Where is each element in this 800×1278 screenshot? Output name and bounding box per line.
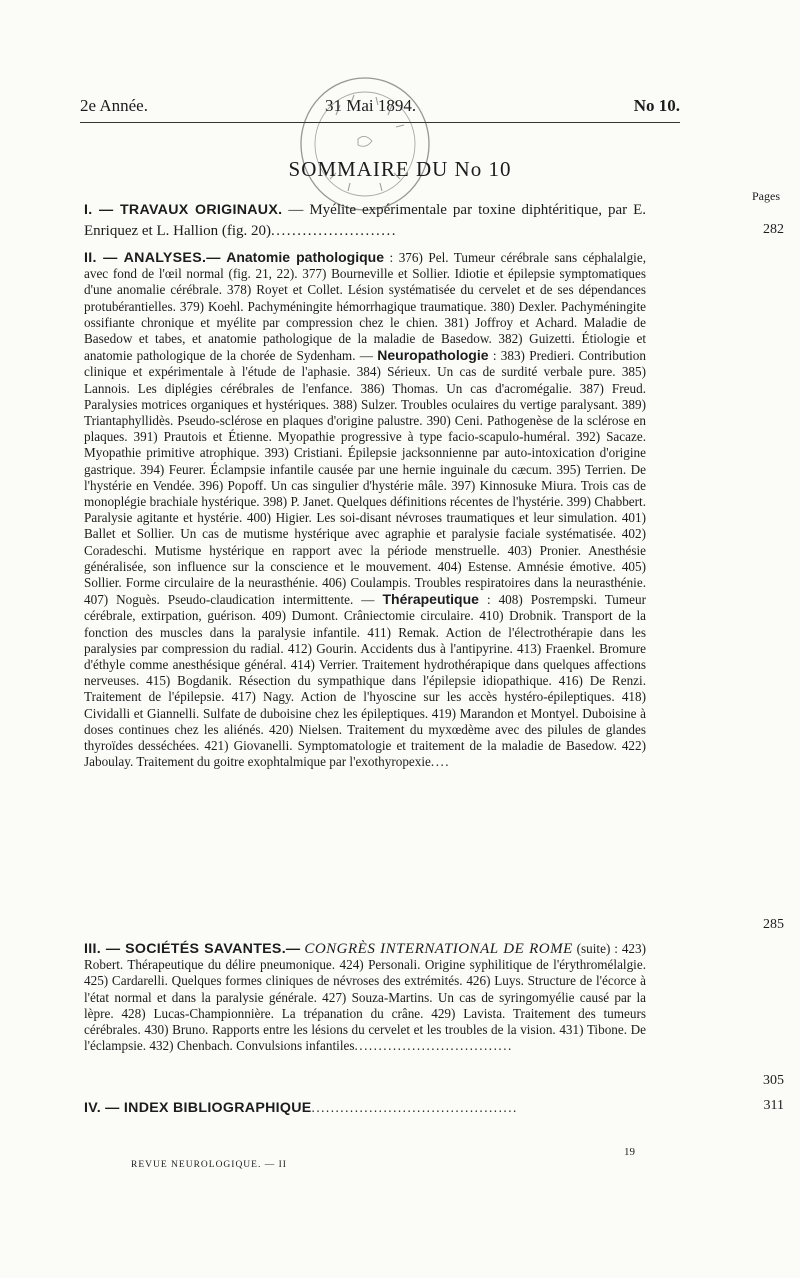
section-travaux-originaux [84, 200, 646, 242]
section-heading: III. — SOCIÉTÉS SAVANTES.— [84, 941, 301, 957]
pages-label: Pages [752, 189, 780, 203]
subheading-therapeutique: Thérapeutique [382, 591, 479, 608]
section-text: (suite) : 423) Robert. Thérapeutique du délire pneumonique. 424) Personali. Origine syphilitique de l'érythromélalgie. 425) Cardarelli. Quelques formes cliniques de névroses des extrémités. 426) Luys. Structure de l'écorce à l'état normal et dans la paralysie générale. 427) Souza-Martins. Un cas de syringomyélie causé par la lèpre. 428) Lucas-Championnière. La trépanation du crâne. 429) Lavista. Traitement des tumeurs cérébrales. 430) Bruno. Rapports entre les lésions du cervelet et les troubles de la vision. 431) Tibone. De l'éclampsie. 432) Chenbach. Convulsions infantiles [84, 941, 646, 1054]
section-heading: I. — TRAVAUX ORIGINAUX. [84, 202, 283, 218]
section-text: : 376) Pel. Tumeur cérébrale sans céphalalgie, avec fond de l'œil normal (fig. 21, 22). 377) Bourneville et Sollier. Idiotie et épilepsie symptomatiques d'une anomalie cérébrale. 378) Royet et Collet. Lésion systématisée du cervelet et de ses dépendances protubérantielles. 379) Koehl. Pachyméningite hémorrhagique traumatique. 380) Dexler. Pachyméningite ossifiante chronique et myélite par compression chez le chien. 381) Joffroy et Achard. Maladie de Basedow et tabes, et anatomie pathologique de la maladie de Basedow. 382) Guizetti. Étiologie et anatomie pathologique de la chorée de Sydenham. — [84, 250, 646, 364]
leader-dots: .... [430, 754, 451, 770]
section-societes-savantes [84, 941, 646, 1054]
header-date: 31 Mai 1894. [325, 96, 417, 115]
page-number-analyses: 285 [763, 917, 784, 932]
section-text: — Myélite expérimentale par toxine diphtéritique, par E. Enriquez et L. Hallion (fig. 20) [84, 202, 647, 239]
section-text: : 383) Predieri. Contribution clinique et expérimentale à l'étude de l'aphasie. 384) Sérieux. Un cas de surdité verbale pure. 385) Lannois. Les diplégies cérébrales de l'enfance. 386) Thomas. Un cas d'acromégalie. 387) Freud. Paralysies motrices organiques et hystériques. 388) Sulzer. Troubles oculaires du vertige paralysant. 389) Triantaphyllidès. Pseudo-sclérose en plaques d'origine palustre. 390) Ceni. Pathogenèse de la sclérose en plaques. 391) Prautois et Étienne. Myopathie progressive à type facio-scapulo-huméral. 392) Sacaze. Myopathie primitive atrophique. 393) Cristiani. Épilepsie jacksonnienne par auto-intoxication d'origine gastrique. 394) Feurer. Éclampsie infantile causée par une hernie inguinale du cæcum. 395) Terrien. De l'hystérie en Vendée. 396) Popoff. Un cas singulier d'hystérie mâle. 397) Kinnosuke Miura. Trois cas de monoplégie brachiale hystérique. 398) P. Janet. Quelques définitions récentes de l'hystérie. 399) Chabbert. Paralysie agitante et hystérie. 400) Higier. Les soi-disant névroses traumatiques et leur simulation. 401) Ballet et Sollier. Un cas de mutisme hystérique avec agraphie et paralysie faciale systématisée. 402) Coradeschi. Mutisme hystérique en rapport avec la période menstruelle. 403) Pronier. Anesthésie généralisée, son influence sur la conscience et le mouvement. 404) Estense. Amnésie émotive. 405) Sollier. Forme circulaire de la neurasthénie. 406) Coulampis. Troubles respiratoires dans la neurasthénie. 407) Noguès. Pseudo-claudication intermittente. — [84, 348, 646, 608]
page-number-originaux: 282 [763, 222, 784, 237]
header-issue: No 10. [633, 96, 680, 115]
subheading-anatomie: Anatomie pathologique [226, 249, 384, 265]
library-stamp-icon [296, 75, 434, 213]
section-heading: IV. — INDEX BIBLIOGRAPHIQUE [84, 1100, 312, 1116]
leader-dots: ........................................... [311, 1100, 518, 1115]
section-index [84, 1100, 646, 1116]
section-text: : 408) Posтempski. Tumeur cérébrale, extirpation, guérison. 409) Dumont. Crâniectomie circulaire. 410) Drobnik. Transport de la fonction des muscles dans la paralysie infantile. 411) Remak. Action de l'électrothérapie dans les paralysies par compression du radial. 412) Gourin. Accidents dus à l'antipyrine. 413) Fraenkel. Bromure d'éthyle comme anesthésique général. 414) Verrier. Traitement hydrothérapique dans quelques affections nerveuses. 415) Bogdanik. Résection du sympathique dans l'épilepsie idiopathique. 416) De Renzi. Traitement de l'épilepsie. 417) Nagy. Action de l'hyoscine sur les accès hystéro-épileptiques. 418) Cividalli et Giannelli. Sulfate de duboisine chez les épileptiques. 419) Marandon et Montyel. Duboisine à doses continues chez les aliénés. 420) Nielsen. Traitement du myxœdème avec des pilules de glandes thyroïdes desséchées. 421) Giovanelli. Symptomatologie et traitement de la maladie de Basedow. 422) Jaboulay. Traitement du goitre exophtalmique par l'exothyropexie [84, 592, 646, 770]
congress-title: CONGRÈS INTERNATIONAL DE ROME [304, 941, 573, 957]
page-number-index: 311 [763, 1098, 784, 1113]
section-analyses [84, 249, 646, 771]
folio-number: 19 [624, 1146, 635, 1158]
section-heading: II. — ANALYSES.— [84, 250, 221, 266]
page-footer: REVUE NEUROLOGIQUE. — II [131, 1160, 287, 1170]
leader-dots: ........................ [271, 223, 398, 239]
page-title: SOMMAIRE DU No 10 [288, 157, 512, 181]
leader-dots: ................................. [354, 1038, 513, 1054]
header-year: 2e Année. [80, 96, 148, 115]
subheading-neuropathologie: Neuropathologie [377, 347, 489, 364]
page-number-societes: 305 [763, 1073, 784, 1088]
